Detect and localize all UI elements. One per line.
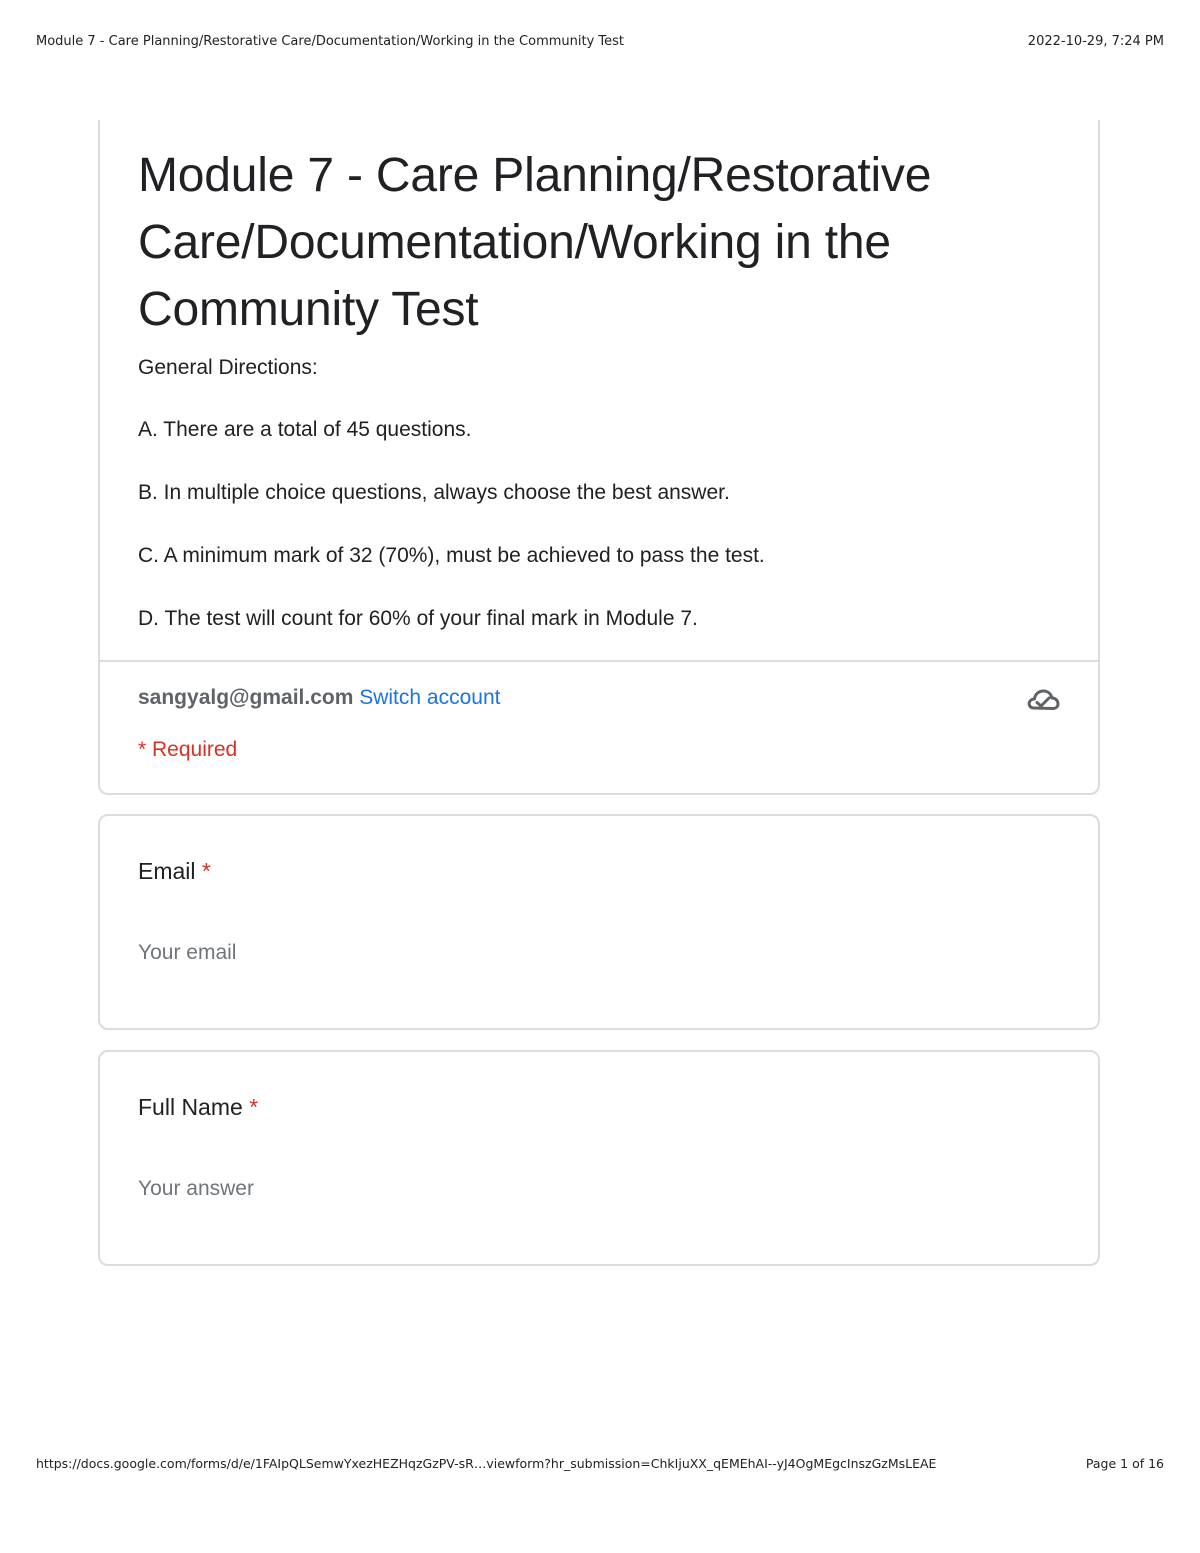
full-name-input[interactable] bbox=[138, 1177, 598, 1201]
direction-item: B. In multiple choice questions, always choose the best answer. bbox=[138, 481, 730, 504]
print-header-title: Module 7 - Care Planning/Restorative Care/Documentation/Working in the Community Test bbox=[36, 34, 625, 49]
question-title: Email bbox=[138, 858, 196, 884]
cloud-saved-icon bbox=[1026, 686, 1060, 714]
directions-heading: General Directions: bbox=[138, 356, 318, 379]
form-title: Module 7 - Care Planning/Restorative Care/Documentation/Working in the Community Test bbox=[138, 149, 932, 336]
required-asterisk: * bbox=[201, 858, 211, 884]
print-header bbox=[36, 34, 1164, 49]
email-input[interactable] bbox=[138, 941, 598, 965]
print-footer-page: Page 1 of 16 bbox=[1085, 1456, 1164, 1471]
print-header-datetime: 2022-10-29, 7:24 PM bbox=[1027, 34, 1164, 49]
question-label bbox=[138, 1092, 1060, 1122]
direction-item: C. A minimum mark of 32 (70%), must be achieved to pass the test. bbox=[138, 544, 765, 567]
question-label bbox=[138, 856, 1060, 886]
account-section bbox=[100, 660, 1098, 793]
form-header bbox=[100, 120, 1098, 660]
question-email bbox=[98, 814, 1100, 1030]
question-full-name bbox=[98, 1050, 1100, 1266]
required-note: * Required bbox=[138, 738, 238, 761]
account-row bbox=[138, 684, 1060, 712]
switch-account-link[interactable]: Switch account bbox=[359, 686, 501, 709]
print-footer-url: https://docs.google.com/forms/d/e/1FAIpQLSemwYxezHEZHqzGzPV-sR…viewform?hr_submission=ChkIjuXX_qEMEhAI--yJ4OgMEgcInszGzMsLEAE bbox=[36, 1456, 937, 1471]
required-asterisk: * bbox=[249, 1094, 259, 1120]
print-footer bbox=[36, 1456, 1164, 1471]
form-title-card bbox=[98, 120, 1100, 795]
form-description bbox=[138, 355, 1060, 631]
direction-item: D. The test will count for 60% of your final mark in Module 7. bbox=[138, 607, 698, 630]
question-title: Full Name bbox=[138, 1094, 243, 1120]
direction-item: A. There are a total of 45 questions. bbox=[138, 418, 472, 441]
account-email: sangyalg@gmail.com bbox=[138, 686, 354, 709]
